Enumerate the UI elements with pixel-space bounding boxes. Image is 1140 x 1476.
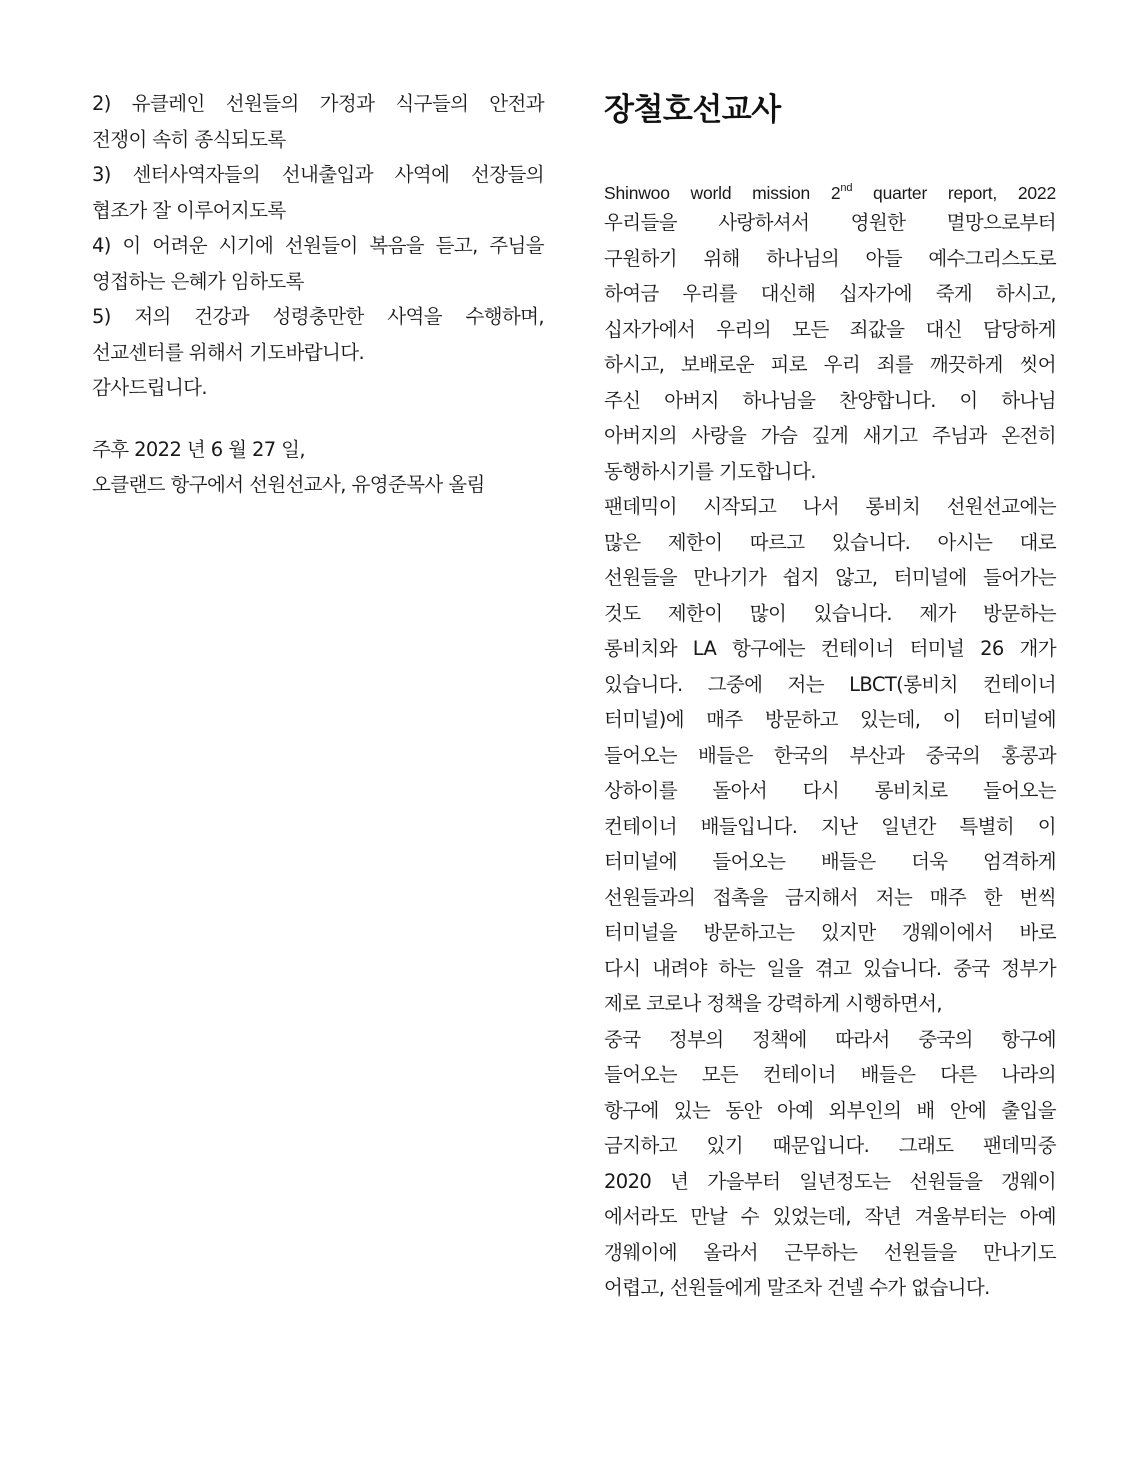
- body-line: 하여금 우리를 대신해 십자가에 죽게 하시고,: [604, 282, 1056, 305]
- prayer-item-3-line-2: 협조가 잘 이루어지도록: [92, 198, 286, 222]
- missionary-title: 장철호선교사: [604, 92, 781, 128]
- subtitle-prefix: Shinwoo world mission 2: [604, 183, 841, 203]
- body-line: 들어오는 모든 컨테이너 배들은 다른 나라의: [604, 1063, 1056, 1086]
- body-line: 2020 년 가을부터 일년정도는 선원들을 갱웨이: [604, 1169, 1056, 1193]
- body-line: 것도 제한이 많이 있습니다. 제가 방문하는: [604, 601, 1056, 625]
- thanks-line: 감사드립니다.: [92, 376, 208, 399]
- body-line: 롱비치와 LA 항구에는 컨테이너 터미널 26 개가: [604, 637, 1056, 660]
- body-line: 중국 정부의 정책에 따라서 중국의 항구에: [604, 1027, 1056, 1051]
- body-line: 에서라도 만날 수 있었는데, 작년 겨울부터는 아예: [604, 1205, 1056, 1228]
- body-line: 다시 내려야 하는 일을 겪고 있습니다. 중국 정부가: [604, 956, 1056, 980]
- body-line: 십자가에서 우리의 모든 죄값을 대신 담당하게: [604, 317, 1056, 341]
- prayer-item-5-line-1: 5) 저의 건강과 성령충만한 사역을 수행하며,: [92, 305, 544, 328]
- body-line: 있습니다. 그중에 저는 LBCT(롱비치 컨테이너: [604, 672, 1056, 696]
- body-line: 동행하시기를 기도합니다.: [604, 459, 816, 483]
- signature-author: 오클랜드 항구에서 선원선교사, 유영준목사 올림: [92, 473, 485, 496]
- body-line: 선원들과의 접촉을 금지해서 저는 매주 한 번씩: [604, 885, 1056, 909]
- body-line: 제로 코로나 정책을 강력하게 시행하면서,: [604, 992, 943, 1015]
- report-body: [604, 205, 1056, 1306]
- report-subtitle: [604, 179, 1056, 207]
- prayer-item-2-line-1: 2) 유클레인 선원들의 가정과 식구들의 안전과: [92, 92, 544, 115]
- body-line: 많은 제한이 따르고 있습니다. 아시는 대로: [604, 530, 1056, 554]
- body-line: 아버지의 사랑을 가슴 깊게 새기고 주님과 온전히: [604, 424, 1056, 447]
- prayer-item-5-line-2: 선교센터를 위해서 기도바랍니다.: [92, 340, 365, 364]
- body-line: 팬데믹이 시작되고 나서 롱비치 선원선교에는: [604, 495, 1056, 518]
- body-line: 갱웨이에 올라서 근무하는 선원들을 만나기도: [604, 1240, 1056, 1264]
- body-line: 상하이를 돌아서 다시 롱비치로 들어오는: [604, 779, 1056, 802]
- left-column: [92, 86, 544, 503]
- body-line: 어렵고, 선원들에게 말조차 건넬 수가 없습니다.: [604, 1276, 990, 1299]
- subtitle-superscript: nd: [840, 182, 853, 194]
- body-line: 터미널)에 매주 방문하고 있는데, 이 터미널에: [604, 708, 1056, 731]
- body-line: 우리들을 사랑하셔서 영원한 멸망으로부터: [604, 211, 1056, 234]
- prayer-item-3-line-1: 3) 센터사역자들의 선내출입과 사역에 선장들의: [92, 163, 544, 186]
- body-line: 하시고, 보배로운 피로 우리 죄를 깨끗하게 씻어: [604, 353, 1056, 376]
- body-line: 금지하고 있기 때문입니다. 그래도 팬데믹중: [604, 1134, 1056, 1157]
- subtitle-suffix: quarter report, 2022: [852, 183, 1056, 203]
- body-line: 컨테이너 배들입니다. 지난 일년간 특별히 이: [604, 814, 1056, 838]
- paragraph-gap: [92, 406, 544, 432]
- body-line: 터미널을 방문하고는 있지만 갱웨이에서 바로: [604, 921, 1056, 944]
- body-line: 항구에 있는 동안 아예 외부인의 배 안에 출입을: [604, 1098, 1056, 1122]
- signature-date: 주후 2022 년 6 월 27 일,: [92, 437, 306, 461]
- body-line: 터미널에 들어오는 배들은 더욱 엄격하게: [604, 850, 1056, 873]
- body-line: 선원들을 만나기가 쉽지 않고, 터미널에 들어가는: [604, 566, 1056, 589]
- prayer-item-2-line-2: 전쟁이 속히 종식되도록: [92, 127, 286, 151]
- body-line: 들어오는 배들은 한국의 부산과 중국의 홍콩과: [604, 743, 1056, 767]
- body-line: 주신 아버지 하나님을 찬양합니다. 이 하나님: [604, 388, 1056, 412]
- prayer-item-4-line-2: 영접하는 은혜가 임하도록: [92, 269, 304, 293]
- right-column: [604, 86, 1056, 1306]
- body-line: 구원하기 위해 하나님의 아들 예수그리스도로: [604, 246, 1056, 270]
- prayer-item-4-line-1: 4) 이 어려운 시기에 선원들이 복음을 듣고, 주님을: [92, 234, 544, 257]
